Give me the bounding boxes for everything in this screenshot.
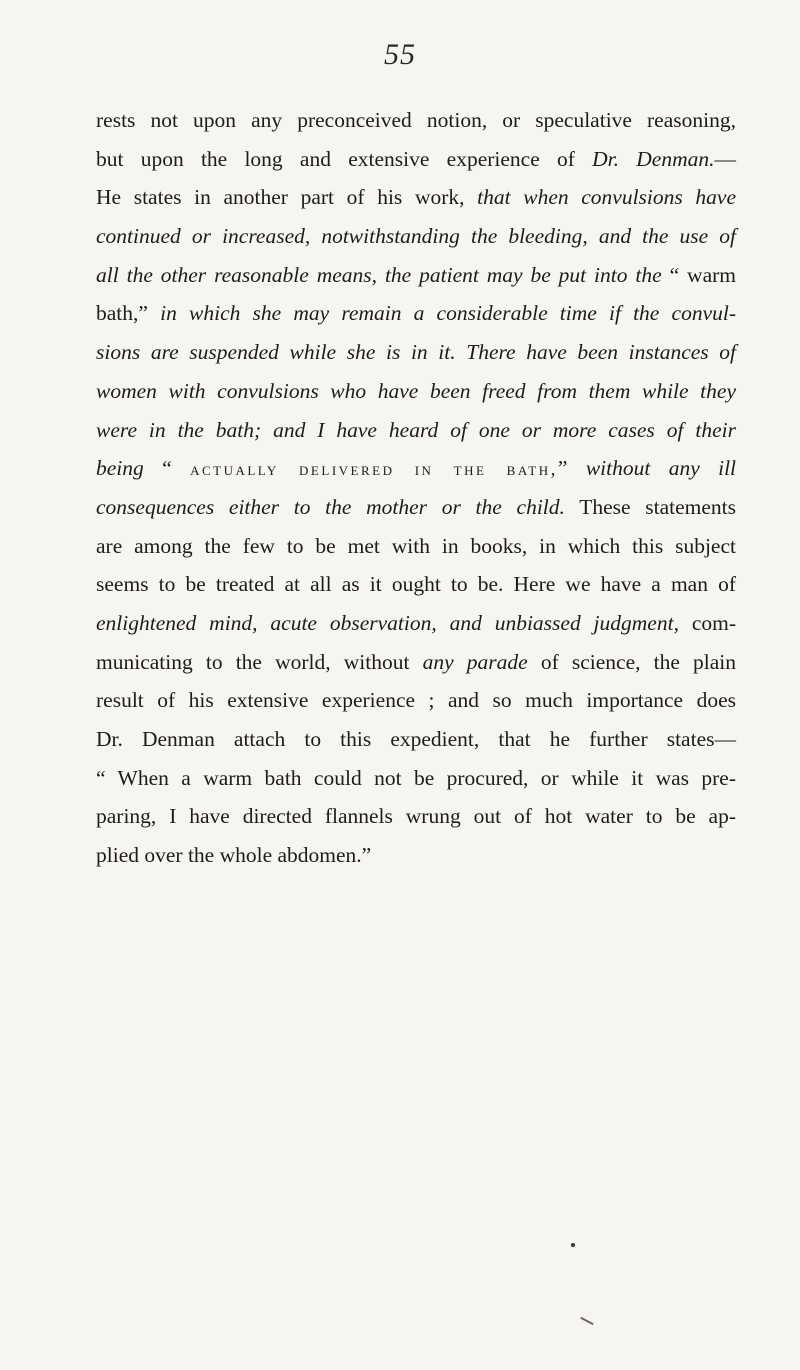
text-segment: are among the few to be met with in books, in which this subject	[96, 533, 736, 558]
text-line	[96, 797, 736, 836]
text-line	[96, 101, 736, 140]
text-line	[96, 449, 736, 488]
text-segment: “ warm	[661, 262, 737, 287]
text-segment: These statements	[564, 494, 737, 519]
text-line	[96, 565, 736, 604]
text-segment: were in the bath; and I have heard of one or more cases of their	[96, 417, 736, 442]
text-segment: ”	[557, 456, 586, 481]
text-line	[96, 372, 736, 411]
text-line	[96, 527, 736, 566]
text-segment: seems to be treated at all as it ought to be. Here we have a man of	[96, 572, 736, 597]
text-segment: municating to the world, without	[96, 649, 423, 674]
text-line	[96, 294, 736, 333]
text-segment: of science, the plain	[527, 649, 737, 674]
text-segment: women with convulsions who have been freed from them while they	[96, 378, 736, 403]
text-segment: “ When a warm bath could not be procured, or while it was pre-	[96, 765, 736, 790]
text-line	[96, 643, 736, 682]
text-segment: Dr. Denman attach to this expedient, that he further states—	[96, 727, 736, 751]
text-line	[96, 217, 736, 256]
text-segment: paring, I have directed flannels wrung out of hot water to be ap-	[96, 804, 736, 829]
text-line	[96, 256, 736, 295]
text-segment: actually delivered in the bath,	[190, 459, 558, 481]
text-segment: com-	[678, 610, 736, 635]
text-line	[96, 720, 736, 759]
text-segment: being	[96, 456, 144, 481]
text-line	[96, 140, 736, 179]
text-line	[96, 604, 736, 643]
text-segment: in which she may remain a considerable time if the convul-	[160, 301, 736, 326]
body-text	[96, 101, 736, 875]
print-speck	[571, 1243, 575, 1247]
text-segment: He states in another part of his work,	[96, 185, 478, 210]
text-segment: —	[714, 146, 736, 171]
text-segment: but upon the long and extensive experience of	[96, 146, 593, 171]
text-segment: consequences either to the mother or the child.	[96, 494, 565, 519]
page-number: 55	[384, 38, 416, 71]
text-segment: sions are suspended while she is in it. There have been instances of	[96, 340, 736, 365]
text-line	[96, 681, 736, 720]
text-segment: continued or increased, notwithstanding the bleeding, and the use of	[96, 224, 736, 249]
text-line	[96, 488, 736, 527]
text-segment: rests not upon any preconceived notion, or speculative reasoning,	[96, 108, 736, 132]
text-segment: “	[143, 456, 191, 481]
text-segment: any parade	[422, 649, 528, 674]
print-mark	[580, 1317, 593, 1325]
text-segment: that when convulsions have	[477, 185, 736, 210]
text-segment: bath,”	[96, 301, 161, 326]
text-segment: result of his extensive experience ; and so much importance does	[96, 688, 736, 713]
text-line	[96, 178, 736, 217]
text-segment: without any ill	[585, 456, 737, 481]
text-segment: plied over the whole abdomen.”	[96, 843, 372, 868]
text-segment: enlightened mind, acute observation, and unbiassed judgment,	[96, 610, 679, 635]
text-line	[96, 411, 736, 450]
text-line	[96, 333, 736, 372]
text-segment: all the other reasonable means, the patient may be put into the	[96, 262, 662, 287]
text-line	[96, 759, 736, 798]
text-segment: Dr. Denman.	[592, 146, 715, 171]
text-line	[96, 836, 736, 875]
